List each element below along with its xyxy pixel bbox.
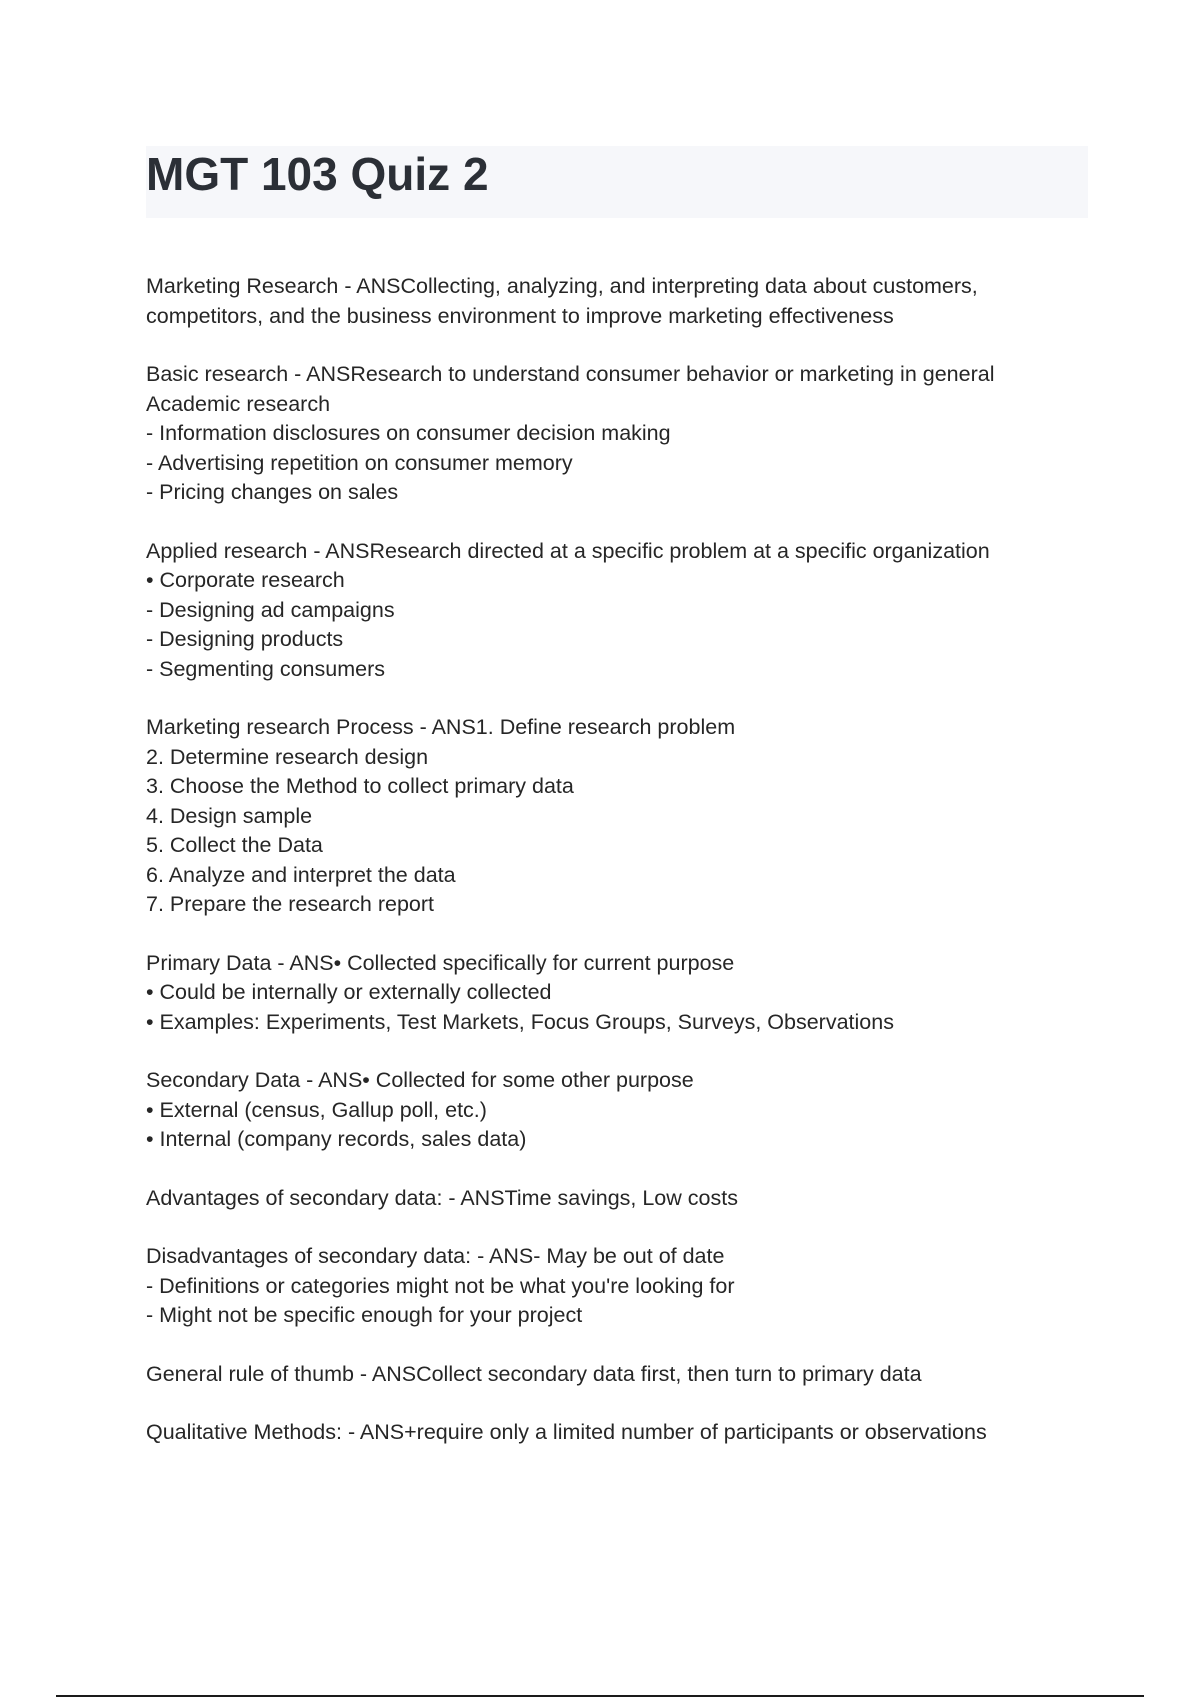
qa-entry [146, 949, 1088, 1038]
entry-detail-line: 7. Prepare the research report [146, 892, 435, 916]
page-title: MGT 103 Quiz 2 [146, 148, 489, 200]
qa-entry [146, 1184, 1088, 1214]
entry-detail-line: Academic research [146, 391, 331, 416]
entry-detail-line: - Pricing changes on sales [146, 480, 399, 504]
entry-detail-line: - Definitions or categories might not be what you're looking for [146, 1273, 735, 1298]
qa-entry [146, 1418, 1088, 1448]
entry-detail-line: • Could be internally or externally collected [146, 980, 552, 1004]
entry-detail-line: 5. Collect the Data [146, 833, 323, 857]
entry-detail-line: • Corporate research [146, 568, 345, 592]
entry-detail-line: - Might not be specific enough for your project [146, 1303, 583, 1327]
qa-entry [146, 1242, 1088, 1331]
qa-entry [146, 537, 1088, 685]
entry-detail-line: • External (census, Gallup poll, etc.) [146, 1097, 487, 1122]
entry-term-line: Secondary Data - ANS• Collected for some other purpose [146, 1068, 694, 1092]
entry-term-line: Applied research - ANSResearch directed at a specific problem at a specific organization [146, 538, 990, 563]
qa-entry [146, 272, 1088, 331]
entry-detail-line: • Examples: Experiments, Test Markets, Focus Groups, Surveys, Observations [146, 1009, 894, 1034]
entry-term-line: Marketing research Process - ANS1. Define research problem [146, 715, 736, 739]
qa-entry [146, 713, 1088, 920]
entry-detail-line: • Internal (company records, sales data) [146, 1127, 527, 1151]
qa-entry [146, 1066, 1088, 1155]
footer-divider [56, 1695, 1144, 1697]
qa-entry [146, 1360, 1088, 1390]
entry-term-line: Primary Data - ANS• Collected specifically for current purpose [146, 950, 735, 975]
entry-detail-line: - Information disclosures on consumer decision making [146, 421, 671, 445]
document-body [146, 272, 1088, 1477]
entry-term-line: Advantages of secondary data: - ANSTime savings, Low costs [146, 1185, 738, 1210]
entry-detail-line: 2. Determine research design [146, 744, 429, 769]
entry-term-line: General rule of thumb - ANSCollect secondary data first, then turn to primary data [146, 1361, 922, 1386]
entry-detail-line: 6. Analyze and interpret the data [146, 862, 456, 887]
entry-detail-line: - Designing products [146, 627, 344, 651]
entry-detail-line: - Segmenting consumers [146, 656, 385, 681]
entry-term-line: Marketing Research - ANSCollecting, analyzing, and interpreting data about customers, [146, 274, 978, 298]
title-bar [146, 146, 1088, 218]
qa-entry [146, 360, 1088, 508]
entry-detail-line: - Designing ad campaigns [146, 597, 395, 622]
entry-detail-line: 4. Design sample [146, 803, 313, 828]
entry-detail-line: - Advertising repetition on consumer memory [146, 450, 573, 475]
entry-detail-line: competitors, and the business environment to improve marketing effectiveness [146, 303, 894, 328]
entry-term-line: Basic research - ANSResearch to understand consumer behavior or marketing in general [146, 362, 995, 386]
entry-detail-line: 3. Choose the Method to collect primary data [146, 774, 574, 798]
entry-term-line: Disadvantages of secondary data: - ANS- May be out of date [146, 1244, 725, 1268]
entry-term-line: Qualitative Methods: - ANS+require only a limited number of participants or observations [146, 1420, 987, 1444]
